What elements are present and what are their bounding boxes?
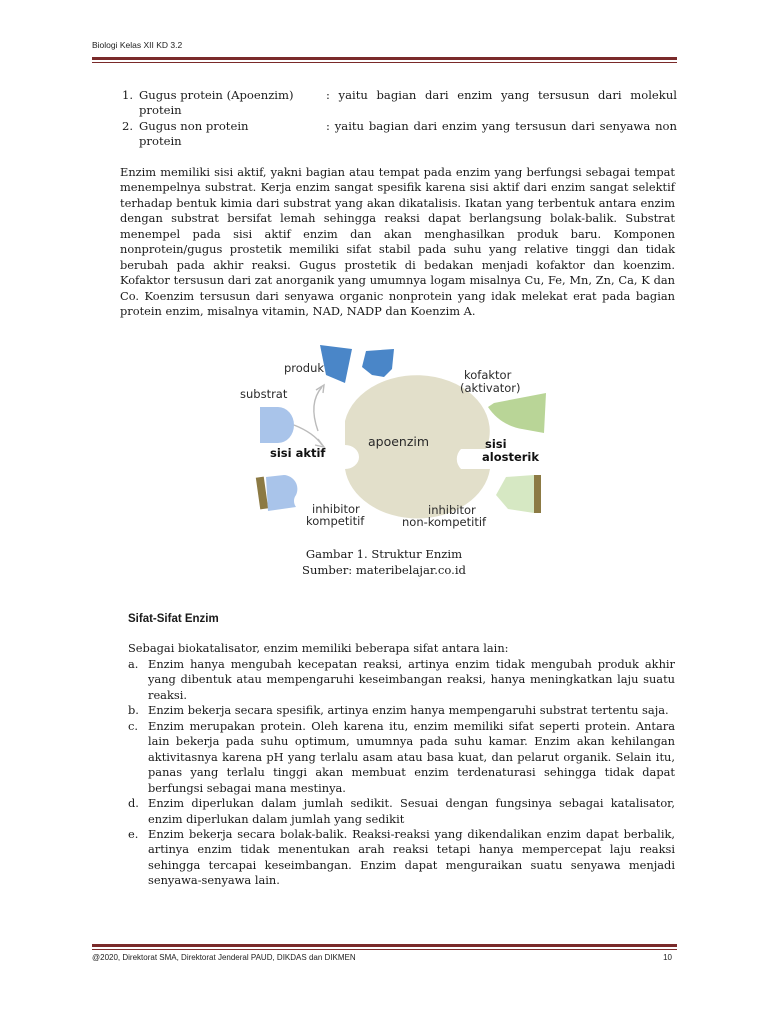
properties-list: [128, 657, 675, 889]
product-shape-left: [320, 345, 352, 383]
page-number: 10: [663, 953, 672, 962]
list-marker: d.: [128, 796, 139, 811]
cofactor-shape: [488, 393, 546, 433]
noncompetitive-inhibitor-shape: [496, 475, 534, 513]
label-kofaktor: kofaktor: [464, 368, 512, 382]
definition-term: Gugus protein (Apoenzim): [139, 88, 294, 102]
list-item: [128, 657, 675, 703]
arrow-to-product: [314, 387, 322, 431]
definition-item: [122, 119, 677, 149]
list-marker: a.: [128, 657, 139, 671]
list-item: [128, 719, 675, 796]
footer-rule-thin: [92, 949, 677, 950]
list-item: [128, 703, 675, 718]
definition-description: : yaitu bagian dari enzim yang tersusun dari molekul: [326, 88, 677, 102]
label-produk: produk: [284, 361, 325, 375]
page-header: Biologi Kelas XII KD 3.2: [92, 40, 183, 50]
body-paragraph: Enzim memiliki sisi aktif, yakni bagian atau tempat pada enzim yang berfungsi sebagai tempat menempelnya substrat. Kerja enzim sangat spesifik karena sisi aktif dari enzim sangat selektif terhadap bentuk kimia dari substrat yang akan dikatalisis. Ikatan yang terbentuk antara enzim dengan substrat bersifat lemah sehingga reaksi dapat berlangsung bolak-balik. Substrat menempel pada sisi aktif enzim dan akan menghasilkan produk baru. Komponen nonprotein/gugus prostetik memiliki sifat stabil pada suhu yang relative tinggi dan tidak berubah pada akhir reaksi. Gugus prostetik di bedakan menjadi kofaktor dan koenzim. Kofaktor tersusun dari zat anorganik yang umumnya logam misalnya Cu, Fe, Mn, Zn, Ca, K dan Co. Koenzim tersusun dari senyawa organic nonprotein yang idak melekat erat pada bagian protein enzim, misalnya vitamin, NAD, NADP dan Koenzim A.: [120, 165, 675, 319]
figure-caption: Gambar 1. Struktur Enzim: [305, 547, 463, 561]
list-marker: c.: [128, 718, 139, 733]
list-marker: e.: [128, 826, 139, 841]
figure-source: Sumber: materibelajar.co.id: [302, 563, 466, 577]
definition-continuation: protein: [139, 134, 182, 148]
product-shape-right: [362, 349, 394, 377]
label-inhibitor-kompetitif: inhibitor: [312, 502, 360, 516]
label-sisi: sisi: [485, 437, 507, 451]
list-item-text: Enzim diperlukan dalam jumlah sedikit. Sesuai dengan fungsinya sebagai katalisator, enzim diperlukan dalam jumlah yang sedikit: [148, 796, 675, 826]
definition-continuation: protein: [139, 103, 182, 117]
definition-description: : yaitu bagian dari enzim yang tersusun dari senyawa non: [326, 119, 677, 133]
section-intro: Sebagai biokatalisator, enzim memiliki beberapa sifat antara lain:: [128, 641, 509, 655]
definition-number: 1.: [122, 88, 134, 102]
label-non-kompetitif: non-kompetitif: [402, 515, 487, 529]
list-item: [128, 796, 675, 827]
label-apoenzim: apoenzim: [368, 434, 430, 449]
definition-item: [122, 88, 677, 118]
list-item-text: Enzim bekerja secara spesifik, artinya enzim hanya mempengaruhi substrat tertentu saja.: [148, 703, 669, 718]
competitive-inhibitor-shape: [266, 475, 297, 511]
list-item: [128, 827, 675, 889]
definition-number: 2.: [122, 119, 134, 133]
footer-copyright: @2020, Direktorat SMA, Direktorat Jenderal PAUD, DIKDAS dan DIKMEN: [92, 953, 356, 962]
label-inhibitor-nonkompetitif: inhibitor: [428, 503, 476, 517]
label-alosterik: alosterik: [482, 450, 540, 464]
label-aktivator: (aktivator): [460, 381, 521, 395]
header-rule-thin: [92, 62, 677, 63]
label-kompetitif: kompetitif: [306, 514, 365, 528]
noncompetitive-inhibitor-bar: [534, 475, 541, 513]
footer-rule: [92, 944, 677, 947]
list-item-text: Enzim bekerja secara bolak-balik. Reaksi-reaksi yang dikendalikan enzim dapat berbalik, artinya enzim tidak menentukan arah reaksi tetapi hanya mempercepat laju reaksi sehingga tercapai keseimbangan. Enzim dapat menguraikan suatu senyawa menjadi senyawa-senyawa lain.: [148, 826, 675, 888]
list-item-text: Enzim merupakan protein. Oleh karena itu, enzim memiliki sifat seperti protein. Antara lain bekerja pada suhu optimum, umumnya pada suhu kamar. Enzim akan kehilangan aktivitasnya karena pH yang terlalu asam atau basa kuat, dan pelarut organik. Selain itu, panas yang terlalu tinggi akan membuat enzim terdenaturasi sehingga tidak dapat berfungsi sebagai mana mestinya.: [148, 718, 675, 795]
definition-term: Gugus non protein: [139, 119, 249, 133]
arrow-to-active-site: [294, 425, 322, 445]
substrate-shape: [260, 407, 294, 443]
list-item-text: Enzim hanya mengubah kecepatan reaksi, artinya enzim tidak mengubah produk akhir yang dibentuk atau mempengaruhi keseimbangan reaksi, hanya meningkatkan laju suatu reaksi.: [148, 657, 675, 702]
enzyme-structure-figure: [238, 345, 560, 535]
label-substrat: substrat: [240, 387, 288, 401]
list-marker: b.: [128, 703, 139, 718]
label-sisi-aktif: sisi aktif: [270, 446, 326, 460]
section-title: Sifat-Sifat Enzim: [128, 613, 219, 625]
header-rule: [92, 57, 677, 60]
